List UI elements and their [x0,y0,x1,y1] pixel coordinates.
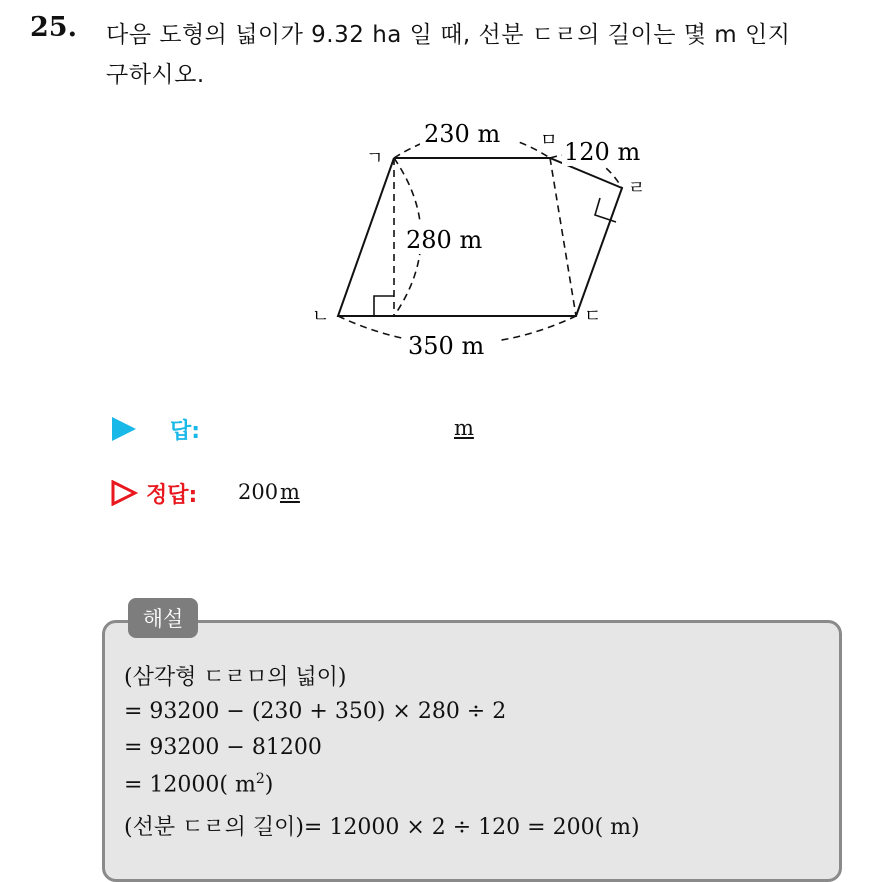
diagonal-dashed-line [550,158,576,316]
solution-line-3: = 93200 − 81200 [124,735,322,760]
solution-line-2: = 93200 − (230 + 350) × 280 ÷ 2 [124,699,507,724]
correct-answer-label: 정답: [146,483,198,508]
measure-right-top: 120 m [564,138,641,166]
vertex-label-e: ㅁ [540,130,558,151]
vertex-label-d: ㄹ [628,178,646,199]
correct-answer-row [110,476,510,512]
question-text-line-2: 구하시오. [106,62,205,88]
solution-line-4-exponent: 2 [255,771,265,787]
measure-bottom: 350 m [408,332,485,360]
solution-tab: 해설 [128,598,198,638]
measure-height: 280 m [406,226,483,254]
vertex-label-c: ㄷ [584,306,602,327]
solution-line-4-close: ) [264,772,274,798]
correct-answer-unit: m [280,480,300,504]
measure-top: 230 m [424,120,501,148]
right-angle-mark-left [374,296,394,316]
correct-answer-value: 200 [238,480,279,504]
answer-label: 답: [170,419,201,444]
vertex-label-a: ㄱ [366,148,384,169]
solution-line-4-main: = 12000( m [124,772,256,798]
question-text-line-1: 다음 도형의 넓이가 9.32 ha 일 때, 선분 ㄷㄹ의 길이는 몇 m 인지 [106,22,791,48]
solution-line-5: (선분 ㄷㄹ의 길이)= 12000 × 2 ÷ 120 = 200( m) [124,815,640,840]
play-triangle-icon [110,416,138,442]
solution-line-1: (삼각형 ㄷㄹㅁ의 넓이) [124,665,347,690]
answer-row [110,412,510,448]
vertex-label-b: ㄴ [312,306,330,327]
trapezoid-figure [300,110,660,370]
solution-line-4 [124,771,273,797]
outline-triangle-icon [110,480,138,506]
right-angle-mark-right [595,198,616,222]
question-number: 25. [30,12,77,43]
answer-unit: m [454,416,474,440]
